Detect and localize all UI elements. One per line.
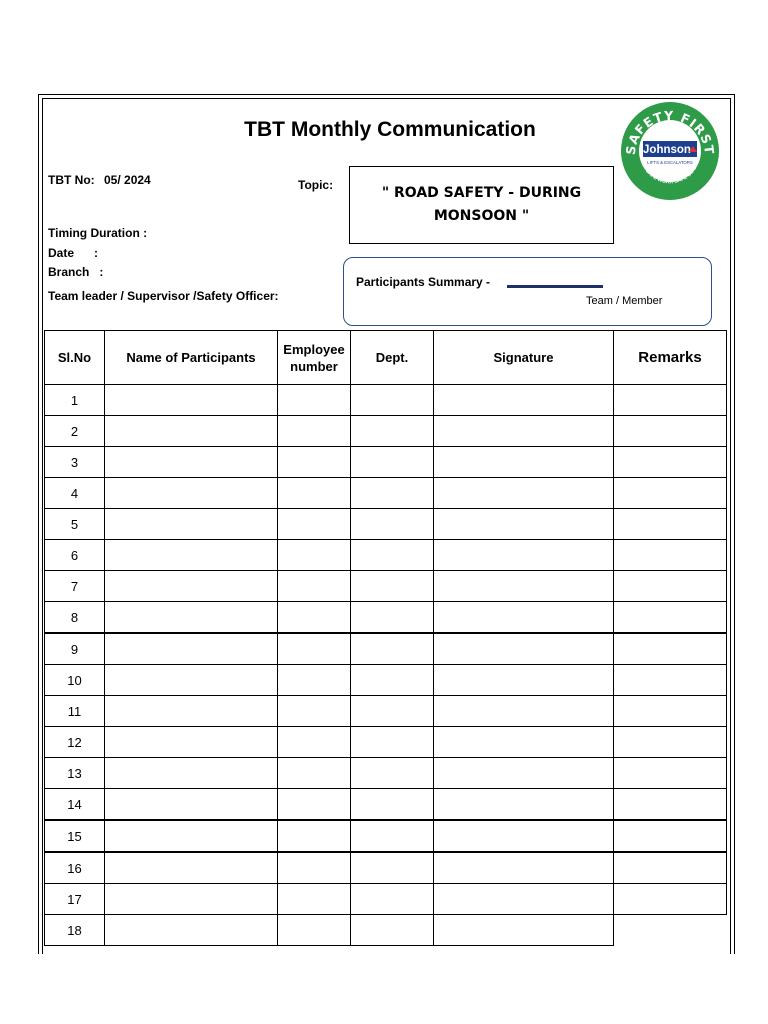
logo-top-text: SAFETY FIRST: [622, 107, 718, 156]
form-title: TBT Monthly Communication: [244, 118, 536, 141]
signature-cell[interactable]: [434, 447, 614, 478]
header-employee-number: [278, 331, 351, 385]
sl-no-cell: 8: [45, 602, 105, 634]
table-row: [45, 540, 727, 571]
name-cell[interactable]: [105, 416, 278, 447]
table-row: [45, 727, 727, 758]
dept-cell[interactable]: [351, 665, 434, 696]
participants-summary-label: Participants Summary -: [356, 275, 491, 289]
name-cell[interactable]: [105, 665, 278, 696]
table-row: [45, 758, 727, 789]
topic-text: " ROAD SAFETY - DURING MONSOON ": [381, 185, 582, 224]
remarks-cell[interactable]: [614, 540, 727, 571]
name-cell[interactable]: [105, 385, 278, 416]
remarks-cell[interactable]: [614, 478, 727, 509]
safety-first-logo: [616, 101, 724, 201]
employee-number-cell[interactable]: [278, 758, 351, 789]
signature-cell[interactable]: [434, 758, 614, 789]
signature-cell[interactable]: [434, 665, 614, 696]
topic-label: Topic:: [298, 178, 334, 192]
name-cell[interactable]: [105, 602, 278, 634]
tbt-no-value: 05/ 2024: [104, 173, 151, 187]
header-dept: Dept.: [351, 331, 434, 385]
signature-cell[interactable]: [434, 540, 614, 571]
employee-number-cell[interactable]: [278, 820, 351, 852]
table-row: [45, 696, 727, 727]
dept-cell[interactable]: [351, 820, 434, 852]
employee-number-cell[interactable]: [278, 696, 351, 727]
dept-cell[interactable]: [351, 915, 434, 946]
name-cell[interactable]: [105, 478, 278, 509]
dept-cell[interactable]: [351, 758, 434, 789]
employee-number-cell[interactable]: [278, 633, 351, 665]
table-row: [45, 416, 727, 447]
signature-cell[interactable]: [434, 602, 614, 634]
remarks-cell[interactable]: [614, 852, 727, 884]
dept-cell[interactable]: [351, 727, 434, 758]
dept-cell[interactable]: [351, 385, 434, 416]
remarks-cell[interactable]: [614, 727, 727, 758]
team-leader-label: Team leader / Supervisor /Safety Officer:: [48, 289, 279, 303]
table-row: [45, 820, 727, 852]
signature-cell[interactable]: [434, 416, 614, 447]
sl-no-cell: 1: [45, 385, 105, 416]
employee-number-cell[interactable]: [278, 416, 351, 447]
signature-cell[interactable]: [434, 571, 614, 602]
employee-number-cell[interactable]: [278, 571, 351, 602]
signature-cell[interactable]: [434, 478, 614, 509]
header-signature: Signature: [434, 331, 614, 385]
logo-bottom-text: INK SAFE WORK SAFE BE SAF: [639, 159, 701, 186]
remarks-cell[interactable]: [614, 884, 727, 915]
dept-cell[interactable]: [351, 447, 434, 478]
table-row: [45, 852, 727, 884]
table-header-row: [45, 331, 727, 385]
header-name: Name of Participants: [105, 331, 278, 385]
signature-cell[interactable]: [434, 696, 614, 727]
table-row: [45, 915, 727, 946]
dept-cell[interactable]: [351, 416, 434, 447]
employee-number-cell[interactable]: [278, 727, 351, 758]
table-row: [45, 385, 727, 416]
employee-number-cell[interactable]: [278, 665, 351, 696]
signature-cell[interactable]: [434, 852, 614, 884]
signature-cell[interactable]: [434, 884, 614, 915]
sl-no-cell: 6: [45, 540, 105, 571]
sl-no-cell: 7: [45, 571, 105, 602]
name-cell[interactable]: [105, 852, 278, 884]
participants-table: [44, 330, 727, 946]
employee-number-cell[interactable]: [278, 852, 351, 884]
table-body: [45, 385, 727, 946]
remarks-cell[interactable]: [614, 820, 727, 852]
remarks-cell[interactable]: [614, 602, 727, 634]
employee-number-cell[interactable]: [278, 915, 351, 946]
dept-cell[interactable]: [351, 884, 434, 915]
dept-cell[interactable]: [351, 602, 434, 634]
header-remarks: Remarks: [614, 331, 727, 385]
dept-cell[interactable]: [351, 633, 434, 665]
name-cell[interactable]: [105, 633, 278, 665]
sl-no-cell: 5: [45, 509, 105, 540]
remarks-cell[interactable]: [614, 416, 727, 447]
sl-no-cell: 14: [45, 789, 105, 821]
employee-number-cell[interactable]: [278, 447, 351, 478]
remarks-cell[interactable]: [614, 665, 727, 696]
dept-cell[interactable]: [351, 571, 434, 602]
dept-cell[interactable]: [351, 478, 434, 509]
sl-no-cell: 4: [45, 478, 105, 509]
remarks-cell[interactable]: [614, 385, 727, 416]
signature-cell[interactable]: [434, 509, 614, 540]
employee-number-cell[interactable]: [278, 789, 351, 821]
name-cell[interactable]: [105, 820, 278, 852]
table-row: [45, 602, 727, 634]
employee-number-cell[interactable]: [278, 385, 351, 416]
team-member-label: Team / Member: [586, 295, 663, 307]
participants-summary-line: [507, 285, 603, 288]
table-row: [45, 789, 727, 821]
employee-number-cell[interactable]: [278, 602, 351, 634]
logo-brand-text: Johnson: [643, 144, 691, 156]
signature-cell[interactable]: [434, 789, 614, 821]
header-employee-line2: number: [290, 358, 338, 374]
sl-no-cell: 18: [45, 915, 105, 946]
remarks-cell[interactable]: [614, 447, 727, 478]
signature-cell[interactable]: [434, 633, 614, 665]
timing-duration-label: Timing Duration :: [48, 226, 148, 240]
tbt-no-label: TBT No:: [48, 173, 95, 187]
remarks-cell[interactable]: [614, 696, 727, 727]
signature-cell[interactable]: [434, 820, 614, 852]
sl-no-cell: 9: [45, 633, 105, 665]
sl-no-cell: 10: [45, 665, 105, 696]
name-cell[interactable]: [105, 509, 278, 540]
name-cell[interactable]: [105, 540, 278, 571]
sl-no-cell: 2: [45, 416, 105, 447]
header-employee-line1: Employee: [283, 341, 345, 357]
dept-cell[interactable]: [351, 509, 434, 540]
dept-cell[interactable]: [351, 540, 434, 571]
remarks-cell[interactable]: [614, 509, 727, 540]
remarks-cell[interactable]: [614, 633, 727, 665]
table-row: [45, 665, 727, 696]
employee-number-cell[interactable]: [278, 540, 351, 571]
remarks-cell[interactable]: [614, 758, 727, 789]
participants-summary-box: [343, 257, 712, 326]
dept-cell[interactable]: [351, 789, 434, 821]
logo-brand-sub: LIFTS & ESCALATORS: [647, 160, 693, 165]
signature-cell[interactable]: [434, 727, 614, 758]
table-row: [45, 509, 727, 540]
sl-no-cell: 12: [45, 727, 105, 758]
employee-number-cell[interactable]: [278, 884, 351, 915]
table-row: [45, 447, 727, 478]
name-cell[interactable]: [105, 447, 278, 478]
employee-number-cell[interactable]: [278, 509, 351, 540]
name-cell[interactable]: [105, 758, 278, 789]
name-cell[interactable]: [105, 696, 278, 727]
name-cell[interactable]: [105, 915, 278, 946]
sl-no-cell: 3: [45, 447, 105, 478]
dept-cell[interactable]: [351, 852, 434, 884]
sl-no-cell: 15: [45, 820, 105, 852]
signature-cell[interactable]: [434, 385, 614, 416]
name-cell[interactable]: [105, 571, 278, 602]
employee-number-cell[interactable]: [278, 478, 351, 509]
remarks-cell[interactable]: [614, 571, 727, 602]
topic-box: [349, 166, 614, 244]
remarks-cell[interactable]: [614, 915, 727, 946]
name-cell[interactable]: [105, 884, 278, 915]
table-row: [45, 571, 727, 602]
table-row: [45, 478, 727, 509]
sl-no-cell: 16: [45, 852, 105, 884]
signature-cell[interactable]: [434, 915, 614, 946]
name-cell[interactable]: [105, 789, 278, 821]
sl-no-cell: 13: [45, 758, 105, 789]
remarks-cell[interactable]: [614, 789, 727, 821]
sl-no-cell: 17: [45, 884, 105, 915]
name-cell[interactable]: [105, 727, 278, 758]
table-row: [45, 633, 727, 665]
table-row: [45, 884, 727, 915]
dept-cell[interactable]: [351, 696, 434, 727]
header-sl-no: Sl.No: [45, 331, 105, 385]
sl-no-cell: 11: [45, 696, 105, 727]
branch-label: Branch :: [48, 265, 104, 279]
date-label: Date :: [48, 246, 99, 260]
